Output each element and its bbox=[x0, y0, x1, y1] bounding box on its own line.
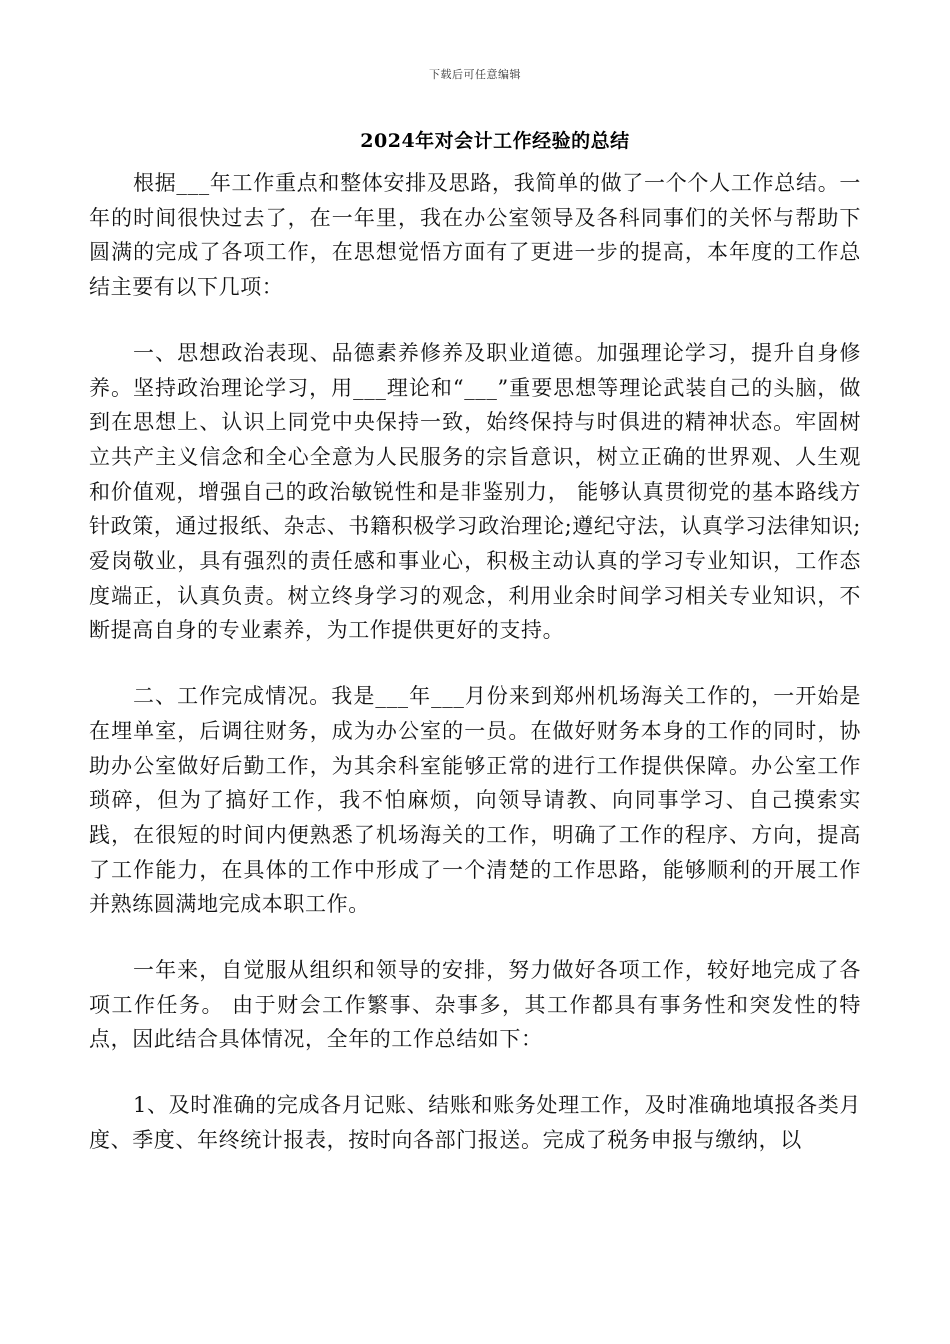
paragraph-summary: 一年来，自觉服从组织和领导的安排，努力做好各项工作，较好地完成了各项工作任务。 由于财会工作繁事、杂事多，其工作都具有事务性和突发性的特点，因此结合具体情况，全年的工作总结如下： bbox=[89, 958, 861, 1052]
document-title: 2024年对会计工作经验的总结 bbox=[360, 130, 630, 152]
paragraph-section-1: 一、思想政治表现、品德素养修养及职业道德。加强理论学习，提升自身修养。坚持政治理论学习，用___理论和“___”重要思想等理论武装自己的头脑，做到在思想上、认识上同党中央保持一致，始终保持与时俱进的精神状态。牢固树立共产主义信念和全心全意为人民服务的宗旨意识，树立正确的世界观、人生观和价值观，增强自己的政治敏锐性和是非鉴别力， 能够认真贯彻党的基本路线方针政策，通过报纸、杂志、书籍积极学习政治理论;遵纪守法，认真学习法律知识;爱岗敬业，具有强烈的责任感和事业心，积极主动认真的学习专业知识，工作态度端正，认真负责。树立终身学习的观念，利用业余时间学习相关专业知识，不断提高自身的专业素养，为工作提供更好的支持。 bbox=[89, 340, 861, 643]
paragraph-item-1: 1、及时准确的完成各月记账、结账和账务处理工作，及时准确地填报各类月度、季度、年终统计报表，按时向各部门报送。完成了税务申报与缴纳，以 bbox=[89, 1093, 861, 1152]
document-body bbox=[89, 166, 861, 1189]
header-note: 下载后可任意编辑 bbox=[429, 68, 521, 81]
paragraph-intro: 根据___年工作重点和整体安排及思路，我简单的做了一个个人工作总结。一年的时间很快过去了，在一年里，我在办公室领导及各科同事们的关怀与帮助下圆满的完成了各项工作，在思想觉悟方面有了更进一步的提高，本年度的工作总结主要有以下几项： bbox=[89, 171, 861, 300]
paragraph-section-2: 二、工作完成情况。我是___年___月份来到郑州机场海关工作的，一开始是在埋单室，后调往财务，成为办公室的一员。在做好财务本身的工作的同时，协助办公室做好后勤工作，为其余科室能够正常的进行工作提供保障。办公室工作琐碎，但为了搞好工作，我不怕麻烦，向领导请教、向同事学习、自己摸索实践，在很短的时间内便熟悉了机场海关的工作，明确了工作的程序、方向，提高了工作能力，在具体的工作中形成了一个清楚的工作思路，能够顺利的开展工作并熟练圆满地完成本职工作。 bbox=[89, 684, 861, 917]
